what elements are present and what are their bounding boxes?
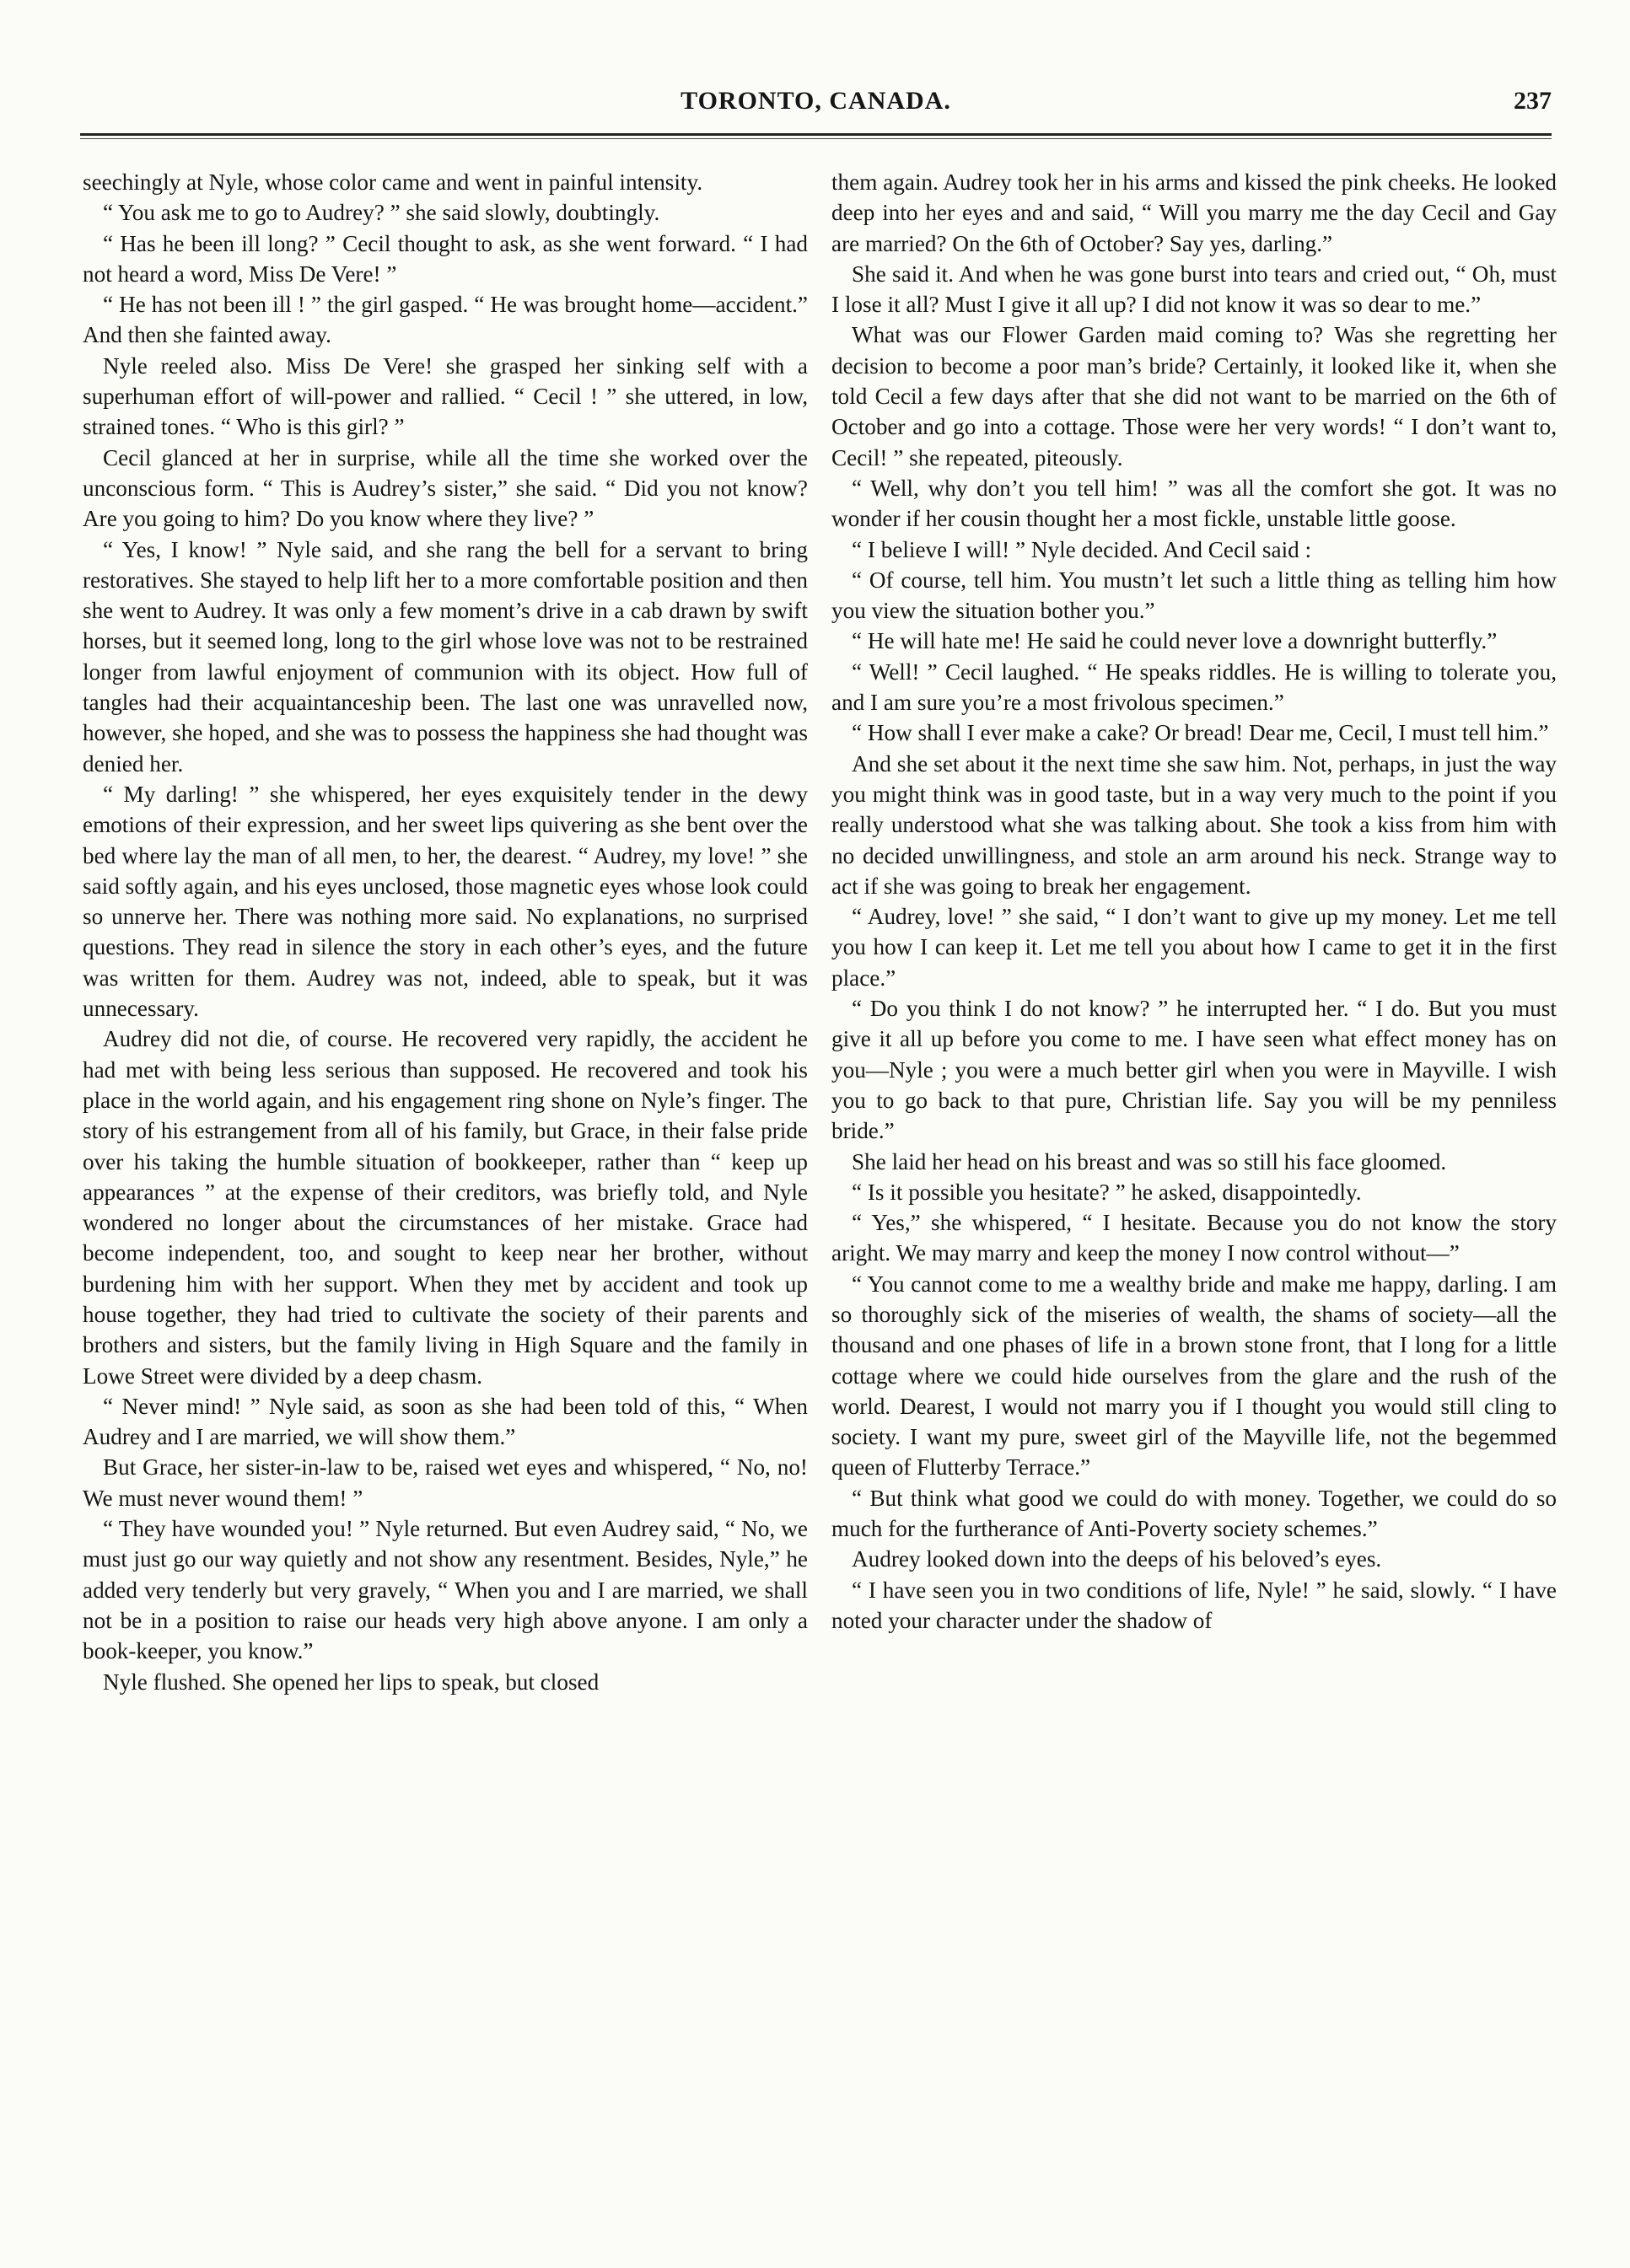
paragraph: What was our Flower Garden maid coming to? Was she regretting her decision to become a poor man’s bride? Certainly, it looked like it, when she told Cecil a few days after that she did not want to be married on the 6th of October and go into a cottage. Those were her very words! “ I don’t want to, Cecil! ” she repeated, piteously.: [831, 322, 1557, 470]
paragraph: “ But think what good we could do with money. Together, we could do so much for the furtherance of Anti-Poverty society schemes.”: [831, 1485, 1557, 1542]
paragraph: But Grace, her sister-in-law to be, raised wet eyes and whispered, “ No, no! We must never wound them! ”: [83, 1454, 808, 1511]
paragraph: “ Of course, tell him. You mustn’t let such a little thing as telling him how you view the situation bother you.”: [831, 567, 1557, 624]
paragraph: Nyle flushed. She opened her lips to speak, but closed: [103, 1669, 600, 1695]
paragraph: “ Do you think I do not know? ” he interrupted her. “ I do. But you must give it all up before you come to me. I have seen what effect money has on you—Nyle ; you were a much better girl when you were in Mayville. I wish you to go back to that pure, Christian life. Say you will be my penniless bride.”: [831, 996, 1557, 1144]
paragraph: “ I have seen you in two conditions of life, Nyle! ” he said, slowly. “ I have noted your character under the shadow of: [831, 1577, 1557, 1633]
paragraph: “ How shall I ever make a cake? Or bread! Dear me, Cecil, I must tell him.”: [852, 720, 1549, 746]
paragraph: “ He will hate me! He said he could never love a downright butterfly.”: [852, 628, 1498, 654]
running-title: TORONTO, CANADA.: [681, 87, 951, 115]
page-number: 237: [1514, 87, 1552, 115]
paragraph: Nyle reeled also. Miss De Vere! she grasped her sinking self with a superhuman effort of will-power and rallied. “ Cecil ! ” she uttered, in low, strained tones. “ Who is this girl? ”: [83, 352, 808, 440]
paragraph: “ Yes,” she whispered, “ I hesitate. Because you do not know the story aright. We may marry and keep the money I now control without—”: [831, 1210, 1557, 1266]
paragraph: “ Has he been ill long? ” Cecil thought to ask, as she went forward. “ I had not heard a word, Miss De Vere! ”: [83, 230, 808, 287]
header-rule: [80, 133, 1552, 139]
left-column: [83, 167, 808, 1697]
paragraph: “ My darling! ” she whispered, her eyes exquisitely tender in the dewy emotions of their expression, and her sweet lips quivering as she bent over the bed where lay the man of all men, to her, the dearest. “ Audrey, my love! ” she said softly again, and his eyes unclosed, those magnetic eyes whose look could so unnerve her. There was nothing more said. No explanations, no surprised questions. They read in silence the story in each other’s eyes, and the future was written for them. Audrey was not, indeed, able to speak, but it was unnecessary.: [83, 781, 808, 1022]
paragraph: “ You cannot come to me a wealthy bride and make me happy, darling. I am so thoroughly sick of the miseries of wealth, the shams of society—all the thousand and one phases of life in a brown stone front, that I long for a little cottage where we could hide ourselves from the glare and the rush of the world. Dearest, I would not marry you if I thought you would still cling to society. I want my pure, sweet girl of the Mayville life, not the begemmed queen of Flutterby Terrace.”: [831, 1271, 1557, 1481]
paragraph: “ They have wounded you! ” Nyle returned. But even Audrey said, “ No, we must just go our way quietly and not show any resentment. Besides, Nyle,” he added very tenderly but very gravely, “ When you and I are married, we shall not be in a position to raise our heads very high above anyone. I am only a book-keeper, you know.”: [83, 1516, 808, 1664]
paragraph: “ I believe I will! ” Nyle decided. And Cecil said :: [852, 536, 1312, 562]
paragraph: She laid her head on his breast and was so still his face gloomed.: [852, 1148, 1447, 1174]
paragraph: “ He has not been ill ! ” the girl gasped. “ He was brought home—accident.” And then she fainted away.: [83, 292, 808, 348]
paragraph: Audrey did not die, of course. He recovered very rapidly, the accident he had met with being less serious than supposed. He recovered and took his place in the world again, and his engagement ring shone on Nyle’s finger. The story of his estrangement from all of his family, but Grace, in their false pride over his taking the humble situation of bookkeeper, rather than “ keep up appearances ” at the expense of their creditors, was briefly told, and Nyle wondered no longer about the circumstances of her mistake. Grace had become independent, too, and sought to keep near her brother, without burdening him with her support. When they met by accident and took up house together, they had tried to cultivate the society of their parents and brothers and sisters, but the family living in High Square and the family in Lowe Street were divided by a deep chasm.: [83, 1026, 808, 1389]
paragraph: “ You ask me to go to Audrey? ” she said slowly, doubtingly.: [103, 200, 660, 226]
paragraph: She said it. And when he was gone burst into tears and cried out, “ Oh, must I lose it all? Must I give it all up? I did not know it was so dear to me.”: [831, 261, 1557, 318]
running-header: [80, 80, 1552, 122]
paragraph: “ Well, why don’t you tell him! ” was all the comfort she got. It was no wonder if her cousin thought her a most fickle, unstable little goose.: [831, 475, 1557, 532]
paragraph: “ Audrey, love! ” she said, “ I don’t want to give up my money. Let me tell you how I can keep it. Let me tell you about how I came to get it in the first place.”: [831, 904, 1557, 991]
paragraph: them again. Audrey took her in his arms and kissed the pink cheeks. He looked deep into her eyes and and said, “ Will you marry me the day Cecil and Gay are married? On the 6th of October? Say yes, darling.”: [831, 169, 1557, 256]
paragraph: Audrey looked down into the deeps of his beloved’s eyes.: [852, 1546, 1382, 1572]
paragraph: “ Never mind! ” Nyle said, as soon as she had been told of this, “ When Audrey and I are married, we will show them.”: [83, 1393, 808, 1450]
paragraph: Cecil glanced at her in surprise, while all the time she worked over the unconscious form. “ This is Audrey’s sister,” she said. “ Did you not know? Are you going to him? Do you know where they live? ”: [83, 444, 808, 532]
paragraph: “ Is it possible you hesitate? ” he asked, disappointedly.: [852, 1179, 1362, 1205]
paragraph: “ Yes, I know! ” Nyle said, and she rang the bell for a servant to bring restoratives. She stayed to help lift her to a more comfortable position and then she went to Audrey. It was only a few moment’s drive in a cab drawn by swift horses, but it seemed long, long to the girl whose love was not to be restrained longer from lawful enjoyment of communion with its object. How full of tangles had their acquaintanceship been. The last one was unravelled now, however, she hoped, and she was to possess the happiness she had thought was denied her.: [83, 536, 808, 777]
paragraph: And she set about it the next time she saw him. Not, perhaps, in just the way you might think was in good taste, but in a way very much to the point if you really understood what she was talking about. She took a kiss from him with no decided unwillingness, and stole an arm around his neck. Strange way to act if she was going to break her engagement.: [831, 750, 1557, 899]
paragraph: seechingly at Nyle, whose color came and went in painful intensity.: [83, 169, 703, 195]
right-column: [831, 167, 1557, 1636]
paragraph: “ Well! ” Cecil laughed. “ He speaks riddles. He is willing to tolerate you, and I am sure you’re a most frivolous specimen.”: [831, 658, 1557, 716]
